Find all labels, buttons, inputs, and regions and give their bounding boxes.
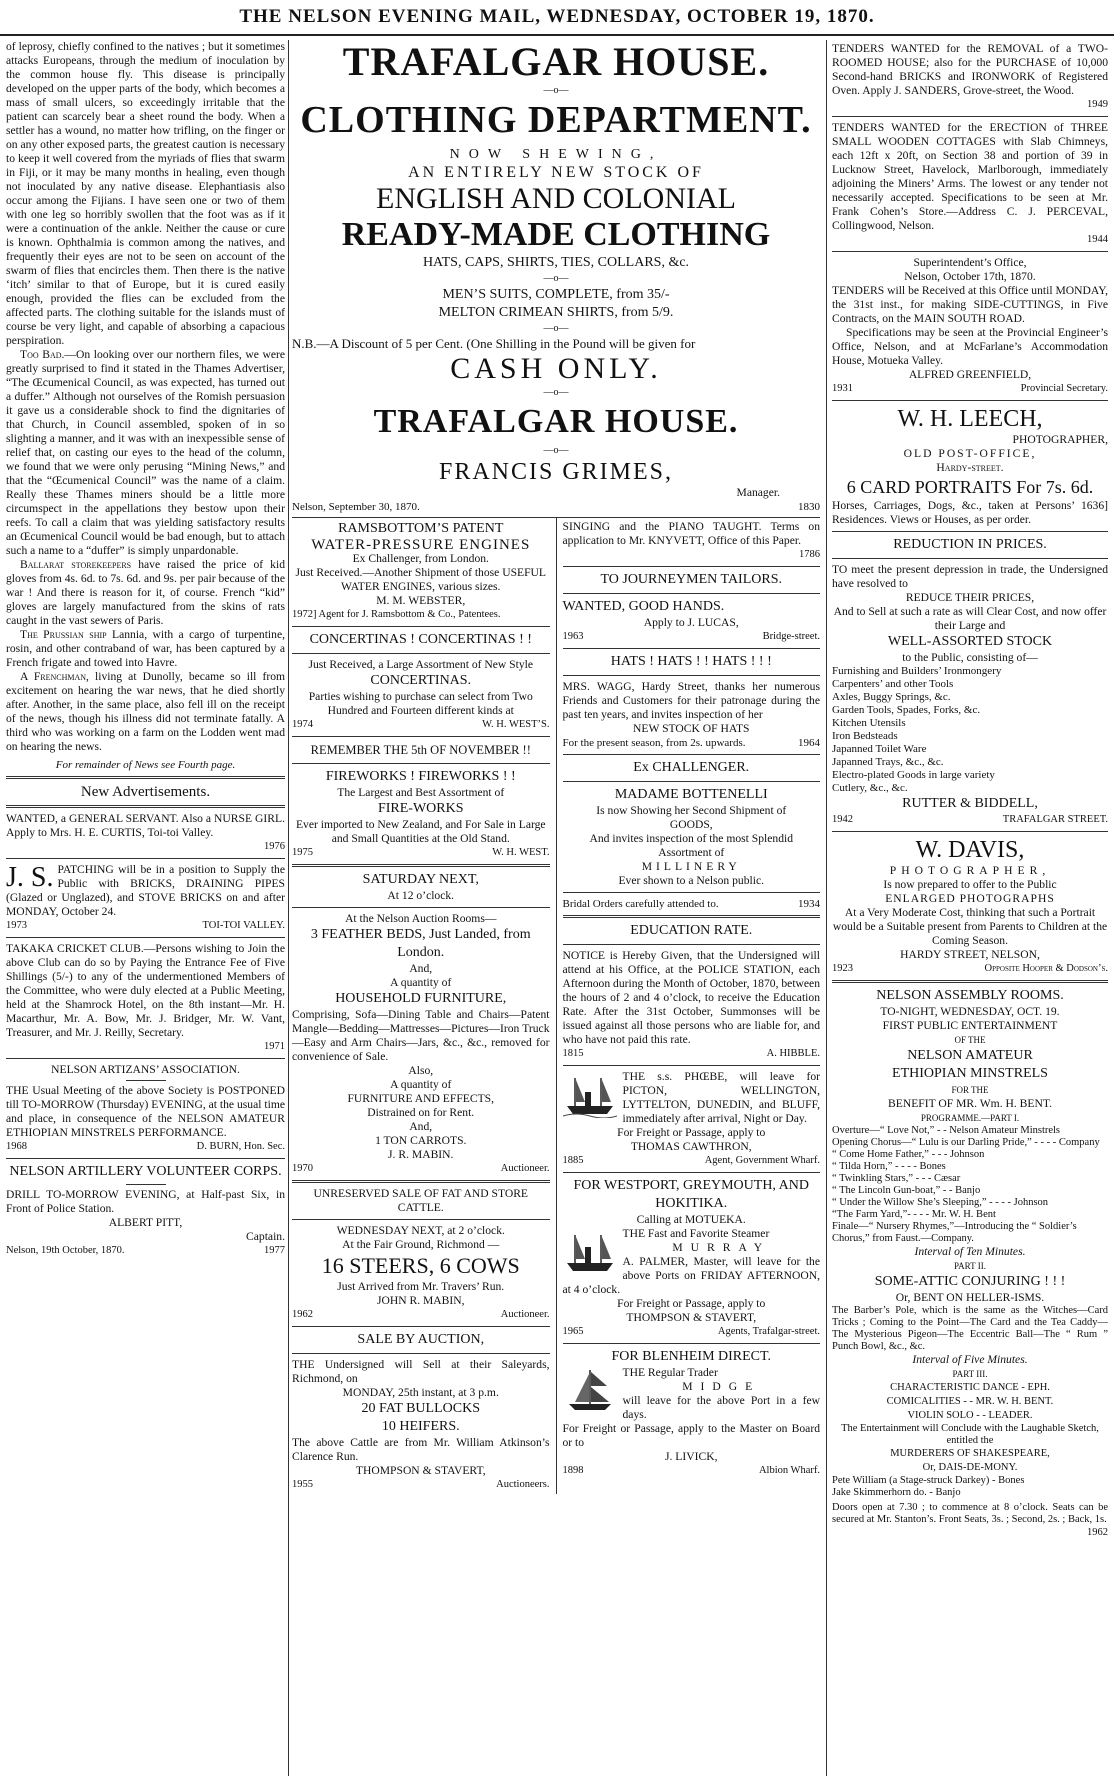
list-item: Japanned Trays, &c., &c.	[832, 756, 944, 768]
advertisement: SALE BY AUCTION, THE Undersigned will Sell at their Saleyards, Richmond, on MONDAY, 25th instant, at 3 p.m. 20 FAT BULLOCKS 10 HEIFERS. The above Cattle are from Mr. William Atkinson’s Clarence Run. THOMPSON & STAVERT, 1955 Auctioneers.	[292, 1332, 550, 1490]
programme-item: “ Tilda Horn,” - - - - Bones	[832, 1161, 946, 1172]
article-paragraph: The Prussian ship Lannia, with a cargo of turpentine, rosin, and other contraband of war, has been captured by a French frigate and towed into Havre.	[6, 628, 285, 669]
advertisement: FOR WESTPORT, GREYMOUTH, AND HOKITIKA. Calling at MOTUEKA. THE Fast and Favorite Steamer MURRAY A. PALMER, Master, will leave for the above Ports on FRIDAY AFTERNOON, at 4 o’clock. For Freight or Passage, apply to THOMPSON & STAVERT, 1965 Agents, Trafalgar-street.	[562, 1178, 820, 1337]
ad-heading: NELSON ARTILLERY VOLUNTEER CORPS.	[9, 1164, 282, 1179]
article-paragraph: Ballarat storekeepers have raised the price of kid gloves from 4s. 6d. to 7s. 6d. and 9s. per pair because of the war ! And there is reason for it, of course. French “kid” gloves are largely manufactured from the skins of rats caught in the vast sewers of Paris.	[6, 558, 285, 627]
list-item: Electro-plated Goods in large variety	[832, 769, 995, 781]
advertisement: TAKAKA CRICKET CLUB.—Persons wishing to Join the above Club can do so by Paying the Entrance Fee of Five Shillings (5/-) to any of the undermentioned Members of the Committee, who were duly elected at a Public Meeting, held at the Shamrock Hotel, on the 8th instant—Mr. H. Macarthur, Mr. A. Bow, Mr. J. Bridger, Mr. W. Vant, Treasurer, and Mr. J. Reilly, Secretary. 1971	[6, 942, 285, 1052]
advertisement: WANTED, a GENERAL SERVANT. Also a NURSE GIRL. Apply to Mrs. H. E. CURTIS, Toi-toi Valley. 1976	[6, 812, 285, 852]
advertisement: W. DAVIS, PHOTOGRAPHER, Is now prepared to offer to the Public ENLARGED PHOTOGRAPHS At a Very Moderate Cost, thinking that such a Portrait would be a Suitable present from Parents to Children at the Coming Season. HARDY STREET, NELSON, 1923 Opposite Hooper & Dodson’s.	[832, 837, 1108, 974]
programme-item: “The Farm Yard,”- - - - Mr. W. H. Bent	[832, 1209, 996, 1220]
column-middle	[292, 40, 820, 1494]
steamship-icon	[563, 1229, 617, 1275]
advertisement: CONCERTINAS ! CONCERTINAS ! ! Just Received, a Large Assortment of New Style CONCERTINAS. Parties wishing to purchase can select from Two Hundred and Fourteen different kinds at 1974 W. H. WEST’S.	[292, 632, 550, 730]
divider	[6, 858, 285, 859]
list-item: Axles, Buggy Springs, &c.	[832, 691, 951, 703]
advertisement: NELSON ARTILLERY VOLUNTEER CORPS. DRILL TO-MORROW EVENING, at Half-past Six, in Front of Police Station. ALBERT PITT, Captain. Nelson, 19th October, 1870. 1977	[6, 1164, 285, 1256]
divider	[6, 805, 285, 808]
article-paragraph: of leprosy, chiefly confined to the natives ; but it sometimes attacks Europeans, through the medium of inoculation by the common house fly. This disease is principally developed on the upper parts of the body, which becomes a mass of small ulcers, so exceedingly irritable that the patient can scarcely bear a sheet round the body. When a settler has a wound, no matter how trifling, on the finger or on any other exposed parts, the greatest caution is necessary to keep it well covered from the myriads of flies that swarm in Fiji, or it may be many months in healing, even though not inoculated by any native disease. Elephantiasis also occur among the Fijians. I have seen one or two of them with one leg so horribly swollen that the foot was as if it were a continuation of the ankle. Neither the cause or cure is known. Ophthalmia is common among the natives, and frequently their eyes are not to be seen on account of the swarm of flies that encircles them. Then there is the native ‘itch’ similar to that of Europe, but it is cured easily enough, provided the flies can be excluded from the affected parts. The clothing suitable for the islands must of course be very light, and capable of absorbing a capacious perspiration.	[6, 40, 285, 347]
programme-list	[832, 1125, 1108, 1245]
column-left	[6, 40, 285, 1260]
advertisement: TENDERS WANTED for the REMOVAL of a TWO-ROOMED HOUSE; also for the PURCHASE of 10,000 Second-hand BRICKS and IRONWORK of Registered Oven. Apply J. SANDERS, Grove-street, the Wood. 1949	[832, 42, 1108, 110]
divider	[6, 937, 285, 938]
divider	[6, 776, 285, 779]
list-item: Japanned Toilet Ware	[832, 743, 927, 755]
advertisement: TO JOURNEYMEN TAILORS. WANTED, GOOD HANDS. Apply to J. LUCAS, 1963 Bridge-street.	[562, 572, 820, 642]
divider	[6, 1058, 285, 1059]
sailing-ship-icon	[563, 1368, 617, 1414]
advertisement: SATURDAY NEXT, At 12 o’clock. At the Nelson Auction Rooms— 3 FEATHER BEDS, Just Landed, from London. And, A quantity of HOUSEHOLD FURNITURE, Comprising, Sofa—Dining Table and Chairs—Patent Mangle—Bedding—Mattresses—Pictures—Iron Truck—Easy and Arm Chairs—Jars, &c., &c., removed for convenience of Sale. Also, A quantity of FURNITURE AND EFFECTS, Distrained on for Rent. And, 1 TON CARROTS. J. R. MABIN. 1970 Auctioneer.	[292, 872, 550, 1174]
advertisement: Ex CHALLENGER. MADAME BOTTENELLI Is now Showing her Second Shipment of GOODS, And invites inspection of the most Splendid Assortment of MILLINERY Ever shown to a Nelson public. Bridal Orders carefully attended to. 1934	[562, 760, 820, 910]
advertisement: THE s.s. PHŒBE, will leave for PICTON, WELLINGTON, LYTTELTON, DUNEDIN, and BLUFF, immediately after arrival, Night or Day. For Freight or Passage, apply to THOMAS CAWTHRON, 1885 Agent, Government Wharf.	[562, 1070, 820, 1166]
list-item: Iron Bedsteads	[832, 730, 898, 742]
list-item: Carpenters’ and other Tools	[832, 678, 954, 690]
programme-item: “ Under the Willow She’s Sleeping,” - - - - Johnson	[832, 1197, 1049, 1208]
ad-heading: NELSON ARTIZANS’ ASSOCIATION.	[51, 1063, 240, 1076]
programme-item: “ The Lincoln Gun-boat,” - - Banjo	[832, 1185, 981, 1196]
programme-item: Opening Chorus—“ Lulu is our Darling Pride,” - - - - Company	[832, 1137, 1100, 1148]
steamship-icon	[563, 1072, 617, 1118]
advertisement: REDUCTION IN PRICES. TO meet the present depression in trade, the Undersigned have resolved to REDUCE THEIR PRICES, And to Sell at such a rate as will Clear Cost, and now offer their Large and WELL-ASSORTED STOCK to the Public, consisting of— Furnishing and Builders’ Ironmongery Carpenters’ and other Tools Axles, Buggy Springs, &c. Garden Tools, Spades, Forks, &c. Kitchen Utensils Iron Bedsteads Japanned Toilet Ware Japanned Trays, &c., &c. Electro-plated Goods in large variety Cutlery, &c., &c. RUTTER & BIDDELL, 1942 TRAFALGAR STREET.	[832, 537, 1108, 825]
programme-item: Finale—“ Nursery Rhymes,”—Introducing the “ Soldier’s Chorus,” from Faust.—Company.	[832, 1221, 1077, 1244]
stock-list	[832, 665, 1108, 795]
column-rule	[826, 40, 827, 1776]
list-item: Garden Tools, Spades, Forks, &c.	[832, 704, 981, 716]
list-item: Kitchen Utensils	[832, 717, 906, 729]
advertisement: W. H. LEECH, PHOTOGRAPHER, OLD POST-OFFICE, Hardy-street. 6 CARD PORTRAITS For 7s. 6d. Horses, Carriages, Dogs, &c., taken at Persons’ 1636] Residences. Views or Houses, as per order.	[832, 406, 1108, 526]
advertisement: REMEMBER THE 5th OF NOVEMBER !! FIREWORKS ! FIREWORKS ! ! The Largest and Best Assortment of FIRE-WORKS Ever imported to New Zealand, and For Sale in Large and Small Quantities at the Old Stand. 1975 W. H. WEST.	[292, 743, 550, 858]
middle-left-subcolumn	[292, 518, 557, 1494]
ad-subcolumns	[292, 518, 820, 1494]
list-item: Furnishing and Builders’ Ironmongery	[832, 665, 1002, 677]
programme-item: “ Twinkling Stars,” - - - Cæsar	[832, 1173, 961, 1184]
programme-item: Overture—“ Love Not,” - - Nelson Amateur Minstrels	[832, 1125, 1061, 1136]
masthead: THE NELSON EVENING MAIL, WEDNESDAY, OCTOBER 19, 1870.	[0, 0, 1114, 36]
advertisement: FOR BLENHEIM DIRECT. THE Regular Trader MIDGE will leave for the above Port in a few days. For Freight or Passage, apply to the Master on Board or to J. LIVICK, 1898 Albion Wharf.	[562, 1349, 820, 1476]
trafalgar-house-ad: TRAFALGAR HOUSE. —o— CLOTHING DEPARTMENT. NOW SHEWING, AN ENTIRELY NEW STOCK OF ENGLISH AND COLONIAL READY-MADE CLOTHING HATS, CAPS, SHIRTS, TIES, COLLARS, &c. —o— MEN’S SUITS, COMPLETE, from 35/- MELTON CRIMEAN SHIRTS, from 5/9. —o— N.B.—A Discount of 5 per Cent. (One Shilling in the Pound will be given for CASH ONLY. —o— TRAFALGAR HOUSE. —o— FRANCIS GRIMES, Manager. Nelson, September 30, 1870. 1830	[292, 40, 820, 513]
advertisement: TENDERS WANTED for the ERECTION of THREE SMALL WOODEN COTTAGES with Slab Chimneys, each 12ft x 20ft, on Section 38 and portion of 39 in Lucknow Street, Havelock, Marlborough, immediately adjoining the Miners’ Arms. The lowest or any tender not necessarily accepted. Specifications to be seen at Mr. Frank Cohen’s Store.—Address C. J. PERCEVAL, Collingwood, Nelson. 1944	[832, 121, 1108, 245]
advertisement: NELSON ASSEMBLY ROOMS. TO-NIGHT, WEDNESDAY, OCT. 19. FIRST PUBLIC ENTERTAINMENT OF THE NELSON AMATEUR ETHIOPIAN MINSTRELS FOR THE BENEFIT OF MR. Wm. H. BENT. PROGRAMME.—PART I. Overture—“ Love Not,” - - Nelson Amateur Minstrels Opening Chorus—“ Lulu is our Darling Pride,” - - - - Company “ Come Home Father,” - - - Johnson “ Tilda Horn,” - - - - Bones “ Twinkling Stars,” - - - Cæsar “ The Lincoln Gun-boat,” - - Banjo “ Under the Willow She’s Sleeping,” - - - - Johnson “The Farm Yard,”- - - - Mr. W. H. Bent Finale—“ Nursery Rhymes,”—Introducing the “ Soldier’s Chorus,” from Faust.—Company. Interval of Ten Minutes. PART II. SOME-ATTIC CONJURING ! ! ! Or, BENT ON HELLER-ISMS. The Barber’s Pole, which is the same as the Witches—Card Tricks ; Coming to the Point—The Card and the Tea Caddy—The Mysterious Pigeon—The Eccentric Ball—The “ Rum ” Punch Bowl, &c., &c. Interval of Five Minutes. PART III. CHARACTERISTIC DANCE - EPH. COMICALITIES - - MR. W. H. BENT. VIOLIN SOLO - - LEADER. The Entertainment will Conclude with the Laughable Sketch, entitled the MURDERERS OF SHAKESPEARE, Or, DAIS-DE-MONY. Pete William (a Stage-struck Darkey) - Bones Jake Skimmerhorn do. - Banjo Doors open at 7.30 ; to commence at 8 o’clock. Seats can be secured at Mr. Stanton’s. Front Seats, 3s. ; Second, 2s. ; Back, 1s. 1962	[832, 988, 1108, 1538]
advertisement: NELSON ARTIZANS’ ASSOCIATION. THE Usual Meeting of the above Society is POSTPONED till TO-MORROW (Thursday) EVENING, at the usual time and place, in consequence of the NELSON AMATEUR ETHIOPIAN MINSTRELS PERFORMANCE. 1968 D. BURN, Hon. Sec.	[6, 1063, 285, 1152]
programme-item: “ Come Home Father,” - - - Johnson	[832, 1149, 985, 1160]
advertisement: SINGING and the PIANO TAUGHT. Terms on application to Mr. KNYVETT, Office of this Paper. 1786	[562, 520, 820, 560]
advertisement: EDUCATION RATE. NOTICE is Hereby Given, that the Undersigned will attend at his Office, at the POLICE STATION, each Afternoon during the Month of October, 1870, between the hours of 2 and 4 o’clock, to receive the Education Rate. After the 31st October, Summonses will be issued against all those persons who are liable for, and who have not paid this rate. 1815 A. HIBBLE.	[562, 923, 820, 1059]
section-heading: New Advertisements.	[80, 784, 211, 800]
column-right	[832, 40, 1108, 1542]
column-rule	[288, 40, 289, 1776]
advertisement: HATS ! HATS ! ! HATS ! ! ! MRS. WAGG, Hardy Street, thanks her numerous Friends and Customers for their patronage during the past ten years, and invites inspection of her NEW STOCK OF HATS For the present season, from 2s. upwards. 1964	[562, 654, 820, 749]
continuation-note: For remainder of News see Fourth page.	[55, 759, 236, 771]
advertisement: J. S. PATCHING will be in a position to Supply the Public with BRICKS, DRAINING PIPES (Glazed or Unglazed), and STOVE BRICKS on and after MONDAY, October 24. 1973 TOI-TOI VALLEY.	[6, 862, 285, 931]
advertisement: Superintendent’s Office, Nelson, October 17th, 1870. TENDERS will be Received at this Office until MONDAY, the 31st inst., for making SIDE-CUTTINGS, in Five Contracts, on the MAIN SOUTH ROAD. Specifications may be seen at the Provincial Engineer’s Office, Nelson, and at McFarlane’s Accommodation House, Motueka Valley. ALFRED GREENFIELD, 1931 Provincial Secretary.	[832, 256, 1108, 394]
advertisement: RAMSBOTTOM’S PATENT WATER-PRESSURE ENGINES Ex Challenger, from London. Just Received.—Another Shipment of those USEFUL WATER ENGINES, various sizes. M. M. WEBSTER, 1972] Agent for J. Ramsbottom & Co., Patentees.	[292, 521, 547, 620]
article-paragraph: Too Bad.—On looking over our northern files, we were greatly surprised to find it stated in the Thames Advertiser, “The Œcumenical Council, as was expected, has turned out a duffer.” Although not ourselves of the Romish persuasion it gave us a considerable shock to find the dignitaries of that Church, in Council assembled, spoken of in so slighting a manner, and it was with an inexpessible sense of relief that, on casting our eyes to the head of the column, we found that we were only perusing “Mining News,” and that the “Œcumenical Council” was the name of a claim. Really these Thames miners should be a little more circumspect in the appellations they bestow upon their reefs. To call a claim that was yielding satisfactory results an Œcumenical Council would be bad enough, but to attach such a name to a “duffer” is simply unpardonable.	[6, 348, 285, 557]
divider	[6, 1158, 285, 1159]
list-item: Cutlery, &c., &c.	[832, 782, 908, 794]
advertisement: UNRESERVED SALE OF FAT AND STORE CATTLE. WEDNESDAY NEXT, at 2 o’clock. At the Fair Ground, Richmond — 16 STEERS, 6 COWS Just Arrived from Mr. Travers’ Run. JOHN R. MABIN, 1962 Auctioneer.	[292, 1187, 550, 1320]
middle-right-subcolumn	[557, 518, 821, 1494]
article-paragraph: A Frenchman, living at Dunolly, became so ill from excitement on hearing the war news, that he died shortly after. Another, in the same place, also fell ill on the receipt of the news, though his illness did not terminate fatally. A third who was working on a farm on the Lodden went mad on hearing the news.	[6, 670, 285, 753]
